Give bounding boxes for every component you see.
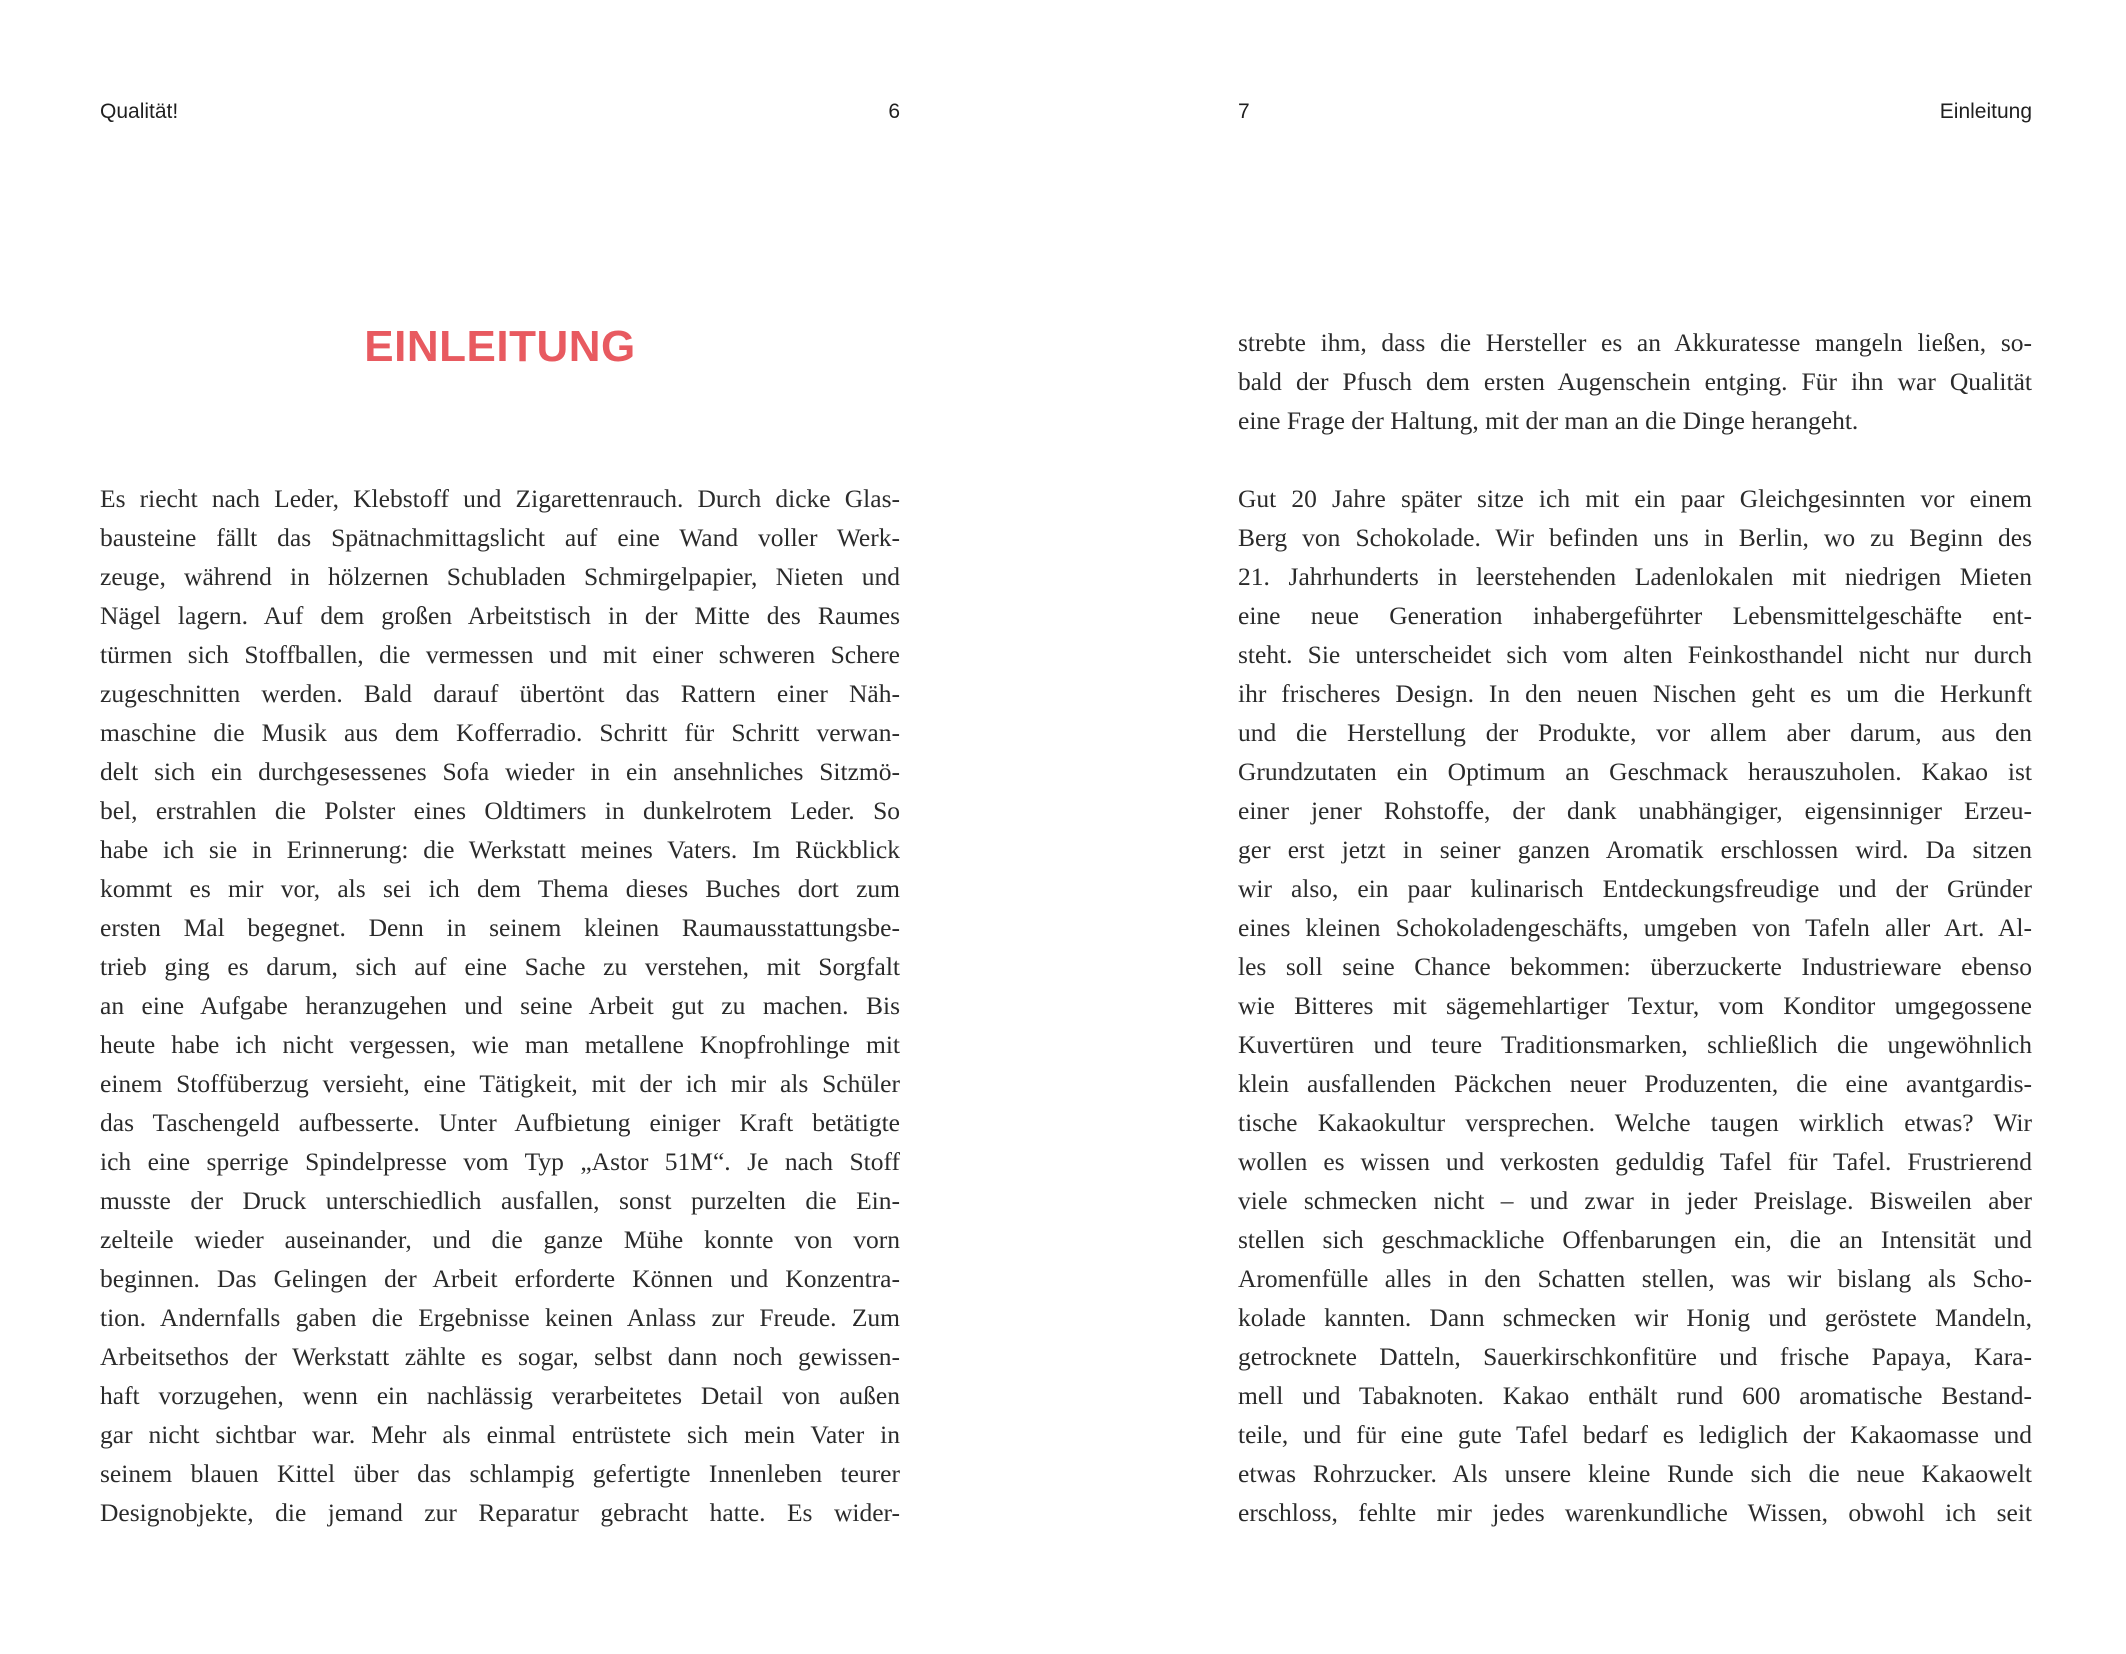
chapter-title: EINLEITUNG [364,322,636,371]
text-line: steht. Sie unterscheidet sich vom alten Feinkosthandel nicht nur durch [1238,640,2032,669]
text-line: einer jener Rohstoffe, der dank unabhängiger, eigensinniger Erzeu- [1238,796,2032,825]
text-line: ersten Mal begegnet. Denn in seinem kleinen Raumausstattungsbe- [100,913,900,942]
text-line: ich eine sperrige Spindelpresse vom Typ „Astor 51M“. Je nach Stoff [100,1147,900,1176]
text-line: bel, erstrahlen die Polster eines Oldtimers in dunkelrotem Leder. So [100,796,900,825]
text-line: getrocknete Datteln, Sauerkirschkonfitüre und frische Papaya, Kara- [1238,1342,2032,1371]
text-line: türmen sich Stoffballen, die vermessen und mit einer schweren Schere [100,640,900,669]
text-line: 21. Jahrhunderts in leerstehenden Ladenlokalen mit niedrigen Mieten [1238,562,2032,591]
text-line: ihr frischeres Design. In den neuen Nischen geht es um die Herkunft [1238,679,2032,708]
text-line: Gut 20 Jahre später sitze ich mit ein paar Gleichgesinnten vor einem [1238,484,2032,513]
page-number-left: 6 [888,100,900,123]
text-line: gar nicht sichtbar war. Mehr als einmal entrüstete sich mein Vater in [100,1420,900,1449]
body-paragraph-left [100,479,900,1532]
text-line: les soll seine Chance bekommen: überzuckerte Industrieware ebenso [1238,952,2032,981]
text-line: musste der Druck unterschiedlich ausfallen, sonst purzelten die Ein- [100,1186,900,1215]
text-line: eine Frage der Haltung, mit der man an die Dinge herangeht. [1238,406,1859,435]
text-line: beginnen. Das Gelingen der Arbeit erforderte Können und Konzentra- [100,1264,900,1293]
text-line: wir also, ein paar kulinarisch Entdeckungsfreudige und der Gründer [1238,874,2032,903]
text-line: maschine die Musik aus dem Kofferradio. Schritt für Schritt verwan- [100,718,900,747]
running-head-book-title: Qualität! [100,100,179,123]
text-line: trieb ging es darum, sich auf eine Sache zu verstehen, mit Sorgfalt [100,952,900,981]
text-line: wollen es wissen und verkosten geduldig Tafel für Tafel. Frustrierend [1238,1147,2032,1176]
text-line: an eine Aufgabe heranzugehen und seine Arbeit gut zu machen. Bis [100,991,900,1020]
body-paragraph-right-2 [1238,479,2032,1532]
text-line: Arbeitsethos der Werkstatt zählte es sogar, selbst dann noch gewissen- [100,1342,900,1371]
text-line: und die Herstellung der Produkte, vor allem aber darum, aus den [1238,718,2032,747]
text-line: mell und Tabaknoten. Kakao enthält rund 600 aromatische Bestand- [1238,1381,2032,1410]
text-line: ger erst jetzt in seiner ganzen Aromatik erschlossen wird. Da sitzen [1238,835,2032,864]
left-running-head [100,100,900,130]
text-line: eines kleinen Schokoladengeschäfts, umgeben von Tafeln aller Art. Al- [1238,913,2032,942]
right-running-head [1238,100,2032,130]
text-line: klein ausfallenden Päckchen neuer Produzenten, die eine avantgardis- [1238,1069,2032,1098]
text-line: habe ich sie in Erinnerung: die Werkstatt meines Vaters. Im Rückblick [100,835,900,864]
text-line: stellen sich geschmackliche Offenbarungen ein, die an Intensität und [1238,1225,2032,1254]
text-line: strebte ihm, dass die Hersteller es an Akkuratesse mangeln ließen, so- [1238,328,2032,357]
text-line: tische Kakaokultur versprechen. Welche taugen wirklich etwas? Wir [1238,1108,2032,1137]
text-line: Aromenfülle alles in den Schatten stellen, was wir bislang als Scho- [1238,1264,2032,1293]
text-line: bausteine fällt das Spätnachmittagslicht auf eine Wand voller Werk- [100,523,900,552]
text-line: zugeschnitten werden. Bald darauf übertönt das Rattern einer Näh- [100,679,900,708]
body-paragraph-right-1 [1238,323,2032,440]
text-line: tion. Andernfalls gaben die Ergebnisse keinen Anlass zur Freude. Zum [100,1303,900,1332]
text-line: kolade kannten. Dann schmecken wir Honig und geröstete Mandeln, [1238,1303,2032,1332]
text-line: erschloss, fehlte mir jedes warenkundliche Wissen, obwohl ich seit [1238,1498,2032,1527]
text-line: Es riecht nach Leder, Klebstoff und Zigarettenrauch. Durch dicke Glas- [100,484,900,513]
text-line: viele schmecken nicht – und zwar in jeder Preislage. Bisweilen aber [1238,1186,2032,1215]
text-line: kommt es mir vor, als sei ich dem Thema dieses Buches dort zum [100,874,900,903]
right-page [1238,0,2032,1654]
text-line: haft vorzugehen, wenn ein nachlässig verarbeitetes Detail von außen [100,1381,900,1410]
text-line: Grundzutaten ein Optimum an Geschmack herauszuholen. Kakao ist [1238,757,2032,786]
text-line: teile, und für eine gute Tafel bedarf es lediglich der Kakaomasse und [1238,1420,2032,1449]
text-line: eine neue Generation inhabergeführter Lebensmittelgeschäfte ent- [1238,601,2032,630]
text-line: Berg von Schokolade. Wir befinden uns in Berlin, wo zu Beginn des [1238,523,2032,552]
page-number-right: 7 [1238,100,1250,123]
left-page [100,0,900,1654]
text-line: Kuvertüren und teure Traditionsmarken, schließlich die ungewöhnlich [1238,1030,2032,1059]
text-line: delt sich ein durchgesessenes Sofa wieder in ein ansehnliches Sitzmö- [100,757,900,786]
text-line: heute habe ich nicht vergessen, wie man metallene Knopfrohlinge mit [100,1030,900,1059]
running-head-chapter: Einleitung [1939,100,2032,123]
text-line: Designobjekte, die jemand zur Reparatur gebracht hatte. Es wider- [100,1498,900,1527]
text-line: das Taschengeld aufbesserte. Unter Aufbietung einiger Kraft betätigte [100,1108,900,1137]
text-line: einem Stoffüberzug versieht, eine Tätigkeit, mit der ich mir als Schüler [100,1069,900,1098]
text-line: Nägel lagern. Auf dem großen Arbeitstisch in der Mitte des Raumes [100,601,900,630]
text-line: zelteile wieder auseinander, und die ganze Mühe konnte von vorn [100,1225,900,1254]
text-line: zeuge, während in hölzernen Schubladen Schmirgelpapier, Nieten und [100,562,900,591]
text-line: wie Bitteres mit sägemehlartiger Textur, vom Konditor umgegossene [1238,991,2032,1020]
text-line: etwas Rohrzucker. Als unsere kleine Runde sich die neue Kakaowelt [1238,1459,2032,1488]
text-line: bald der Pfusch dem ersten Augenschein entging. Für ihn war Qualität [1238,367,2032,396]
text-line: seinem blauen Kittel über das schlampig gefertigte Innenleben teurer [100,1459,900,1488]
